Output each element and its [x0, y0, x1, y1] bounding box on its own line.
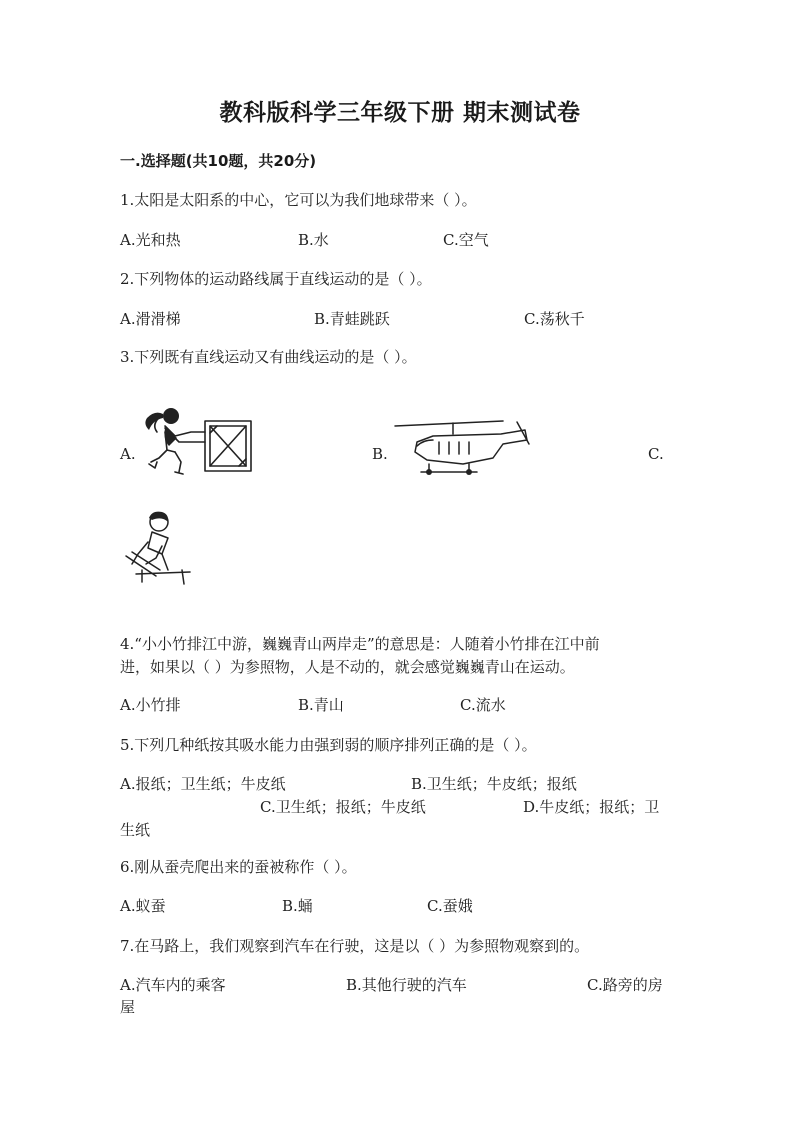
question-4-option-c[interactable]: C.流水 [460, 696, 506, 714]
boy-sawing-wood-image [122, 508, 194, 588]
question-5-option-d-wrap: 生纸 [120, 821, 151, 839]
question-3-option-b[interactable]: B. [372, 445, 388, 463]
question-1-option-a[interactable]: A.光和热 [120, 231, 181, 249]
question-5-option-d[interactable]: D.牛皮纸；报纸；卫 [523, 798, 660, 816]
question-7-option-a[interactable]: A.汽车内的乘客 [120, 976, 226, 994]
question-2-stem: 2.下列物体的运动路线属于直线运动的是（ ）。 [120, 270, 432, 288]
question-7-option-c-wrap: 屋 [120, 998, 136, 1016]
question-7-option-c[interactable]: C.路旁的房 [587, 976, 663, 994]
question-5-stem: 5.下列几种纸按其吸水能力由强到弱的顺序排列正确的是（ ）。 [120, 736, 537, 754]
question-1-option-c[interactable]: C.空气 [443, 231, 489, 249]
question-6-option-b[interactable]: B.蛹 [282, 897, 313, 915]
girl-pushing-box-image [135, 402, 257, 476]
question-2-option-a[interactable]: A.滑滑梯 [120, 310, 181, 328]
question-7-stem: 7.在马路上，我们观察到汽车在行驶，这是以（ ）为参照物观察到的。 [120, 937, 590, 955]
question-4-option-a[interactable]: A.小竹排 [120, 696, 181, 714]
question-7-option-b[interactable]: B.其他行驶的汽车 [346, 976, 467, 994]
question-3-option-a[interactable]: A. [120, 445, 136, 463]
question-3-stem: 3.下列既有直线运动又有曲线运动的是（ ）。 [120, 348, 417, 366]
question-6-option-c[interactable]: C.蚕娥 [427, 897, 473, 915]
question-1-stem: 1.太阳是太阳系的中心，它可以为我们地球带来（ ）。 [120, 191, 477, 209]
question-2-option-b[interactable]: B.青蛙跳跃 [314, 310, 390, 328]
question-5-option-c[interactable]: C.卫生纸；报纸；牛皮纸 [260, 798, 426, 816]
helicopter-image [393, 416, 533, 478]
question-6-stem: 6.刚从蚕壳爬出来的蚕被称作（ ）。 [120, 858, 357, 876]
question-4-stem-line-1: 4.“小小竹排江中游，巍巍青山两岸走”的意思是：人随着小竹排在江中前 [120, 635, 600, 653]
question-5-option-a[interactable]: A.报纸；卫生纸；牛皮纸 [120, 775, 286, 793]
question-3-option-c[interactable]: C. [648, 445, 664, 463]
question-2-option-c[interactable]: C.荡秋千 [524, 310, 585, 328]
question-5-option-b[interactable]: B.卫生纸；牛皮纸；报纸 [411, 775, 577, 793]
question-6-option-a[interactable]: A.蚁蚕 [120, 897, 166, 915]
question-1-option-b[interactable]: B.水 [298, 231, 329, 249]
page-title: 教科版科学三年级下册 期末测试卷 [219, 100, 581, 126]
question-4-option-b[interactable]: B.青山 [298, 696, 344, 714]
section-heading: 一.选择题(共10题，共20分) [120, 152, 317, 170]
question-4-stem-line-2: 进，如果以（ ）为参照物，人是不动的，就会感觉巍巍青山在运动。 [120, 658, 575, 676]
